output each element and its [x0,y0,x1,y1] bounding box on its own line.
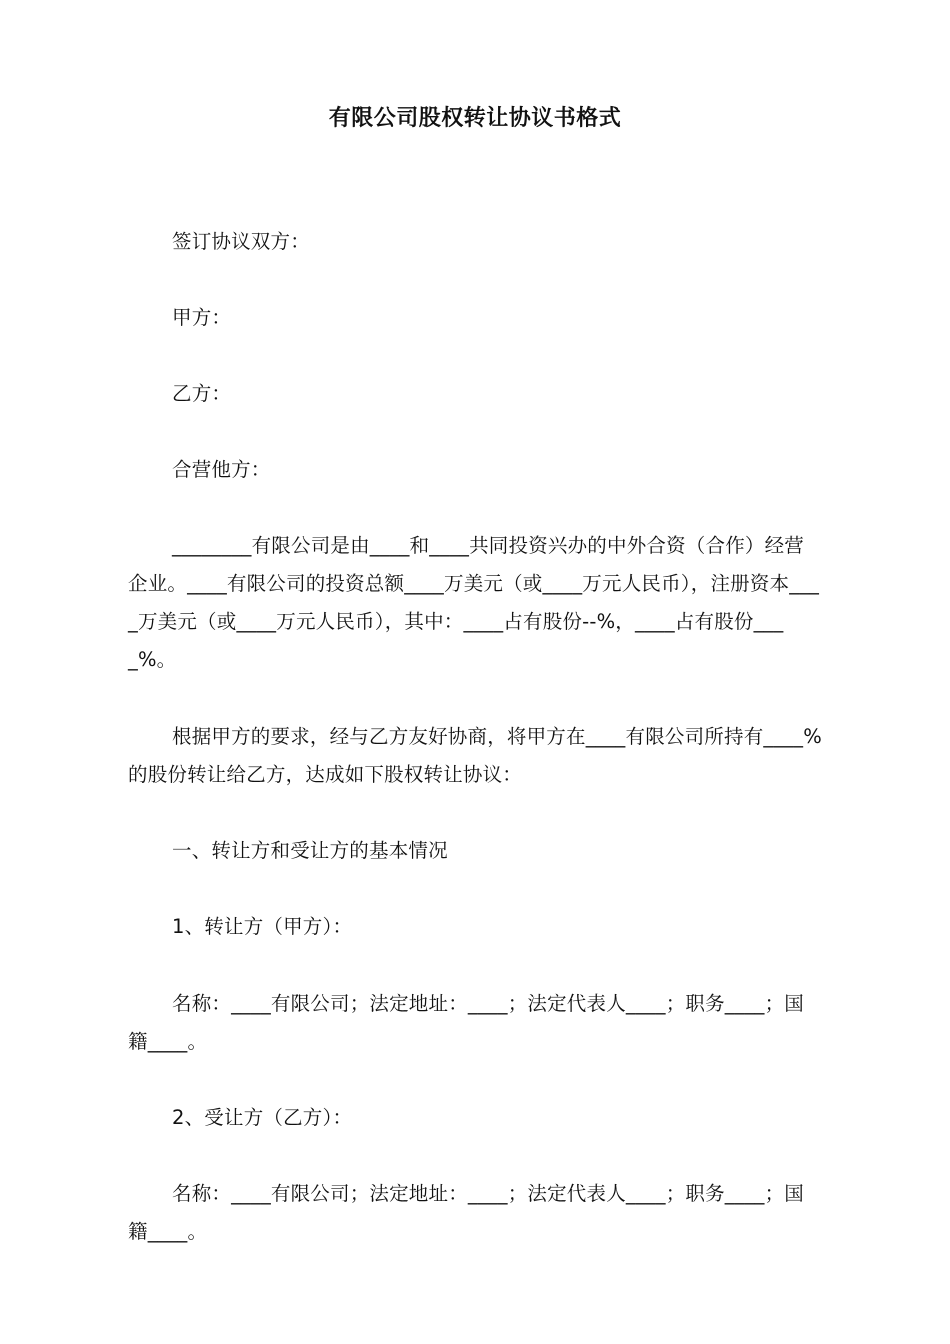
paragraph-transferee-details: 名称：____有限公司；法定地址：____；法定代表人____；职务____；国籍____。 [128,1182,805,1243]
paragraph-transferor-details: 名称：____有限公司；法定地址：____；法定代表人____；职务____；国籍____。 [128,992,805,1053]
subheading-transferor: 1、转让方（甲方）： [172,915,353,938]
section-heading-basic-info: 一、转让方和受让方的基本情况 [172,839,448,862]
paragraph-company-background: ________有限公司是由____和____共同投资兴办的中外合资（合作）经营企业。____有限公司的投资总额____万美元（或____万元人民币），注册资本____万美元（或____万元人民币），其中：____占有股份--%，____占有股份____%。 [128,534,820,671]
paragraph-other-party: 合营他方： [172,458,271,481]
document-title: 有限公司股权转让协议书格式 [328,106,622,131]
paragraph-transfer-agreement: 根据甲方的要求，经与乙方友好协商，将甲方在____有限公司所持有____%的股份转让给乙方，达成如下股权转让协议： [128,725,822,786]
subheading-transferee: 2、受让方（乙方）： [172,1106,353,1129]
paragraph-signing-parties: 签订协议双方： [172,230,310,253]
paragraph-party-b: 乙方： [172,382,232,405]
paragraph-party-a: 甲方： [172,306,232,329]
